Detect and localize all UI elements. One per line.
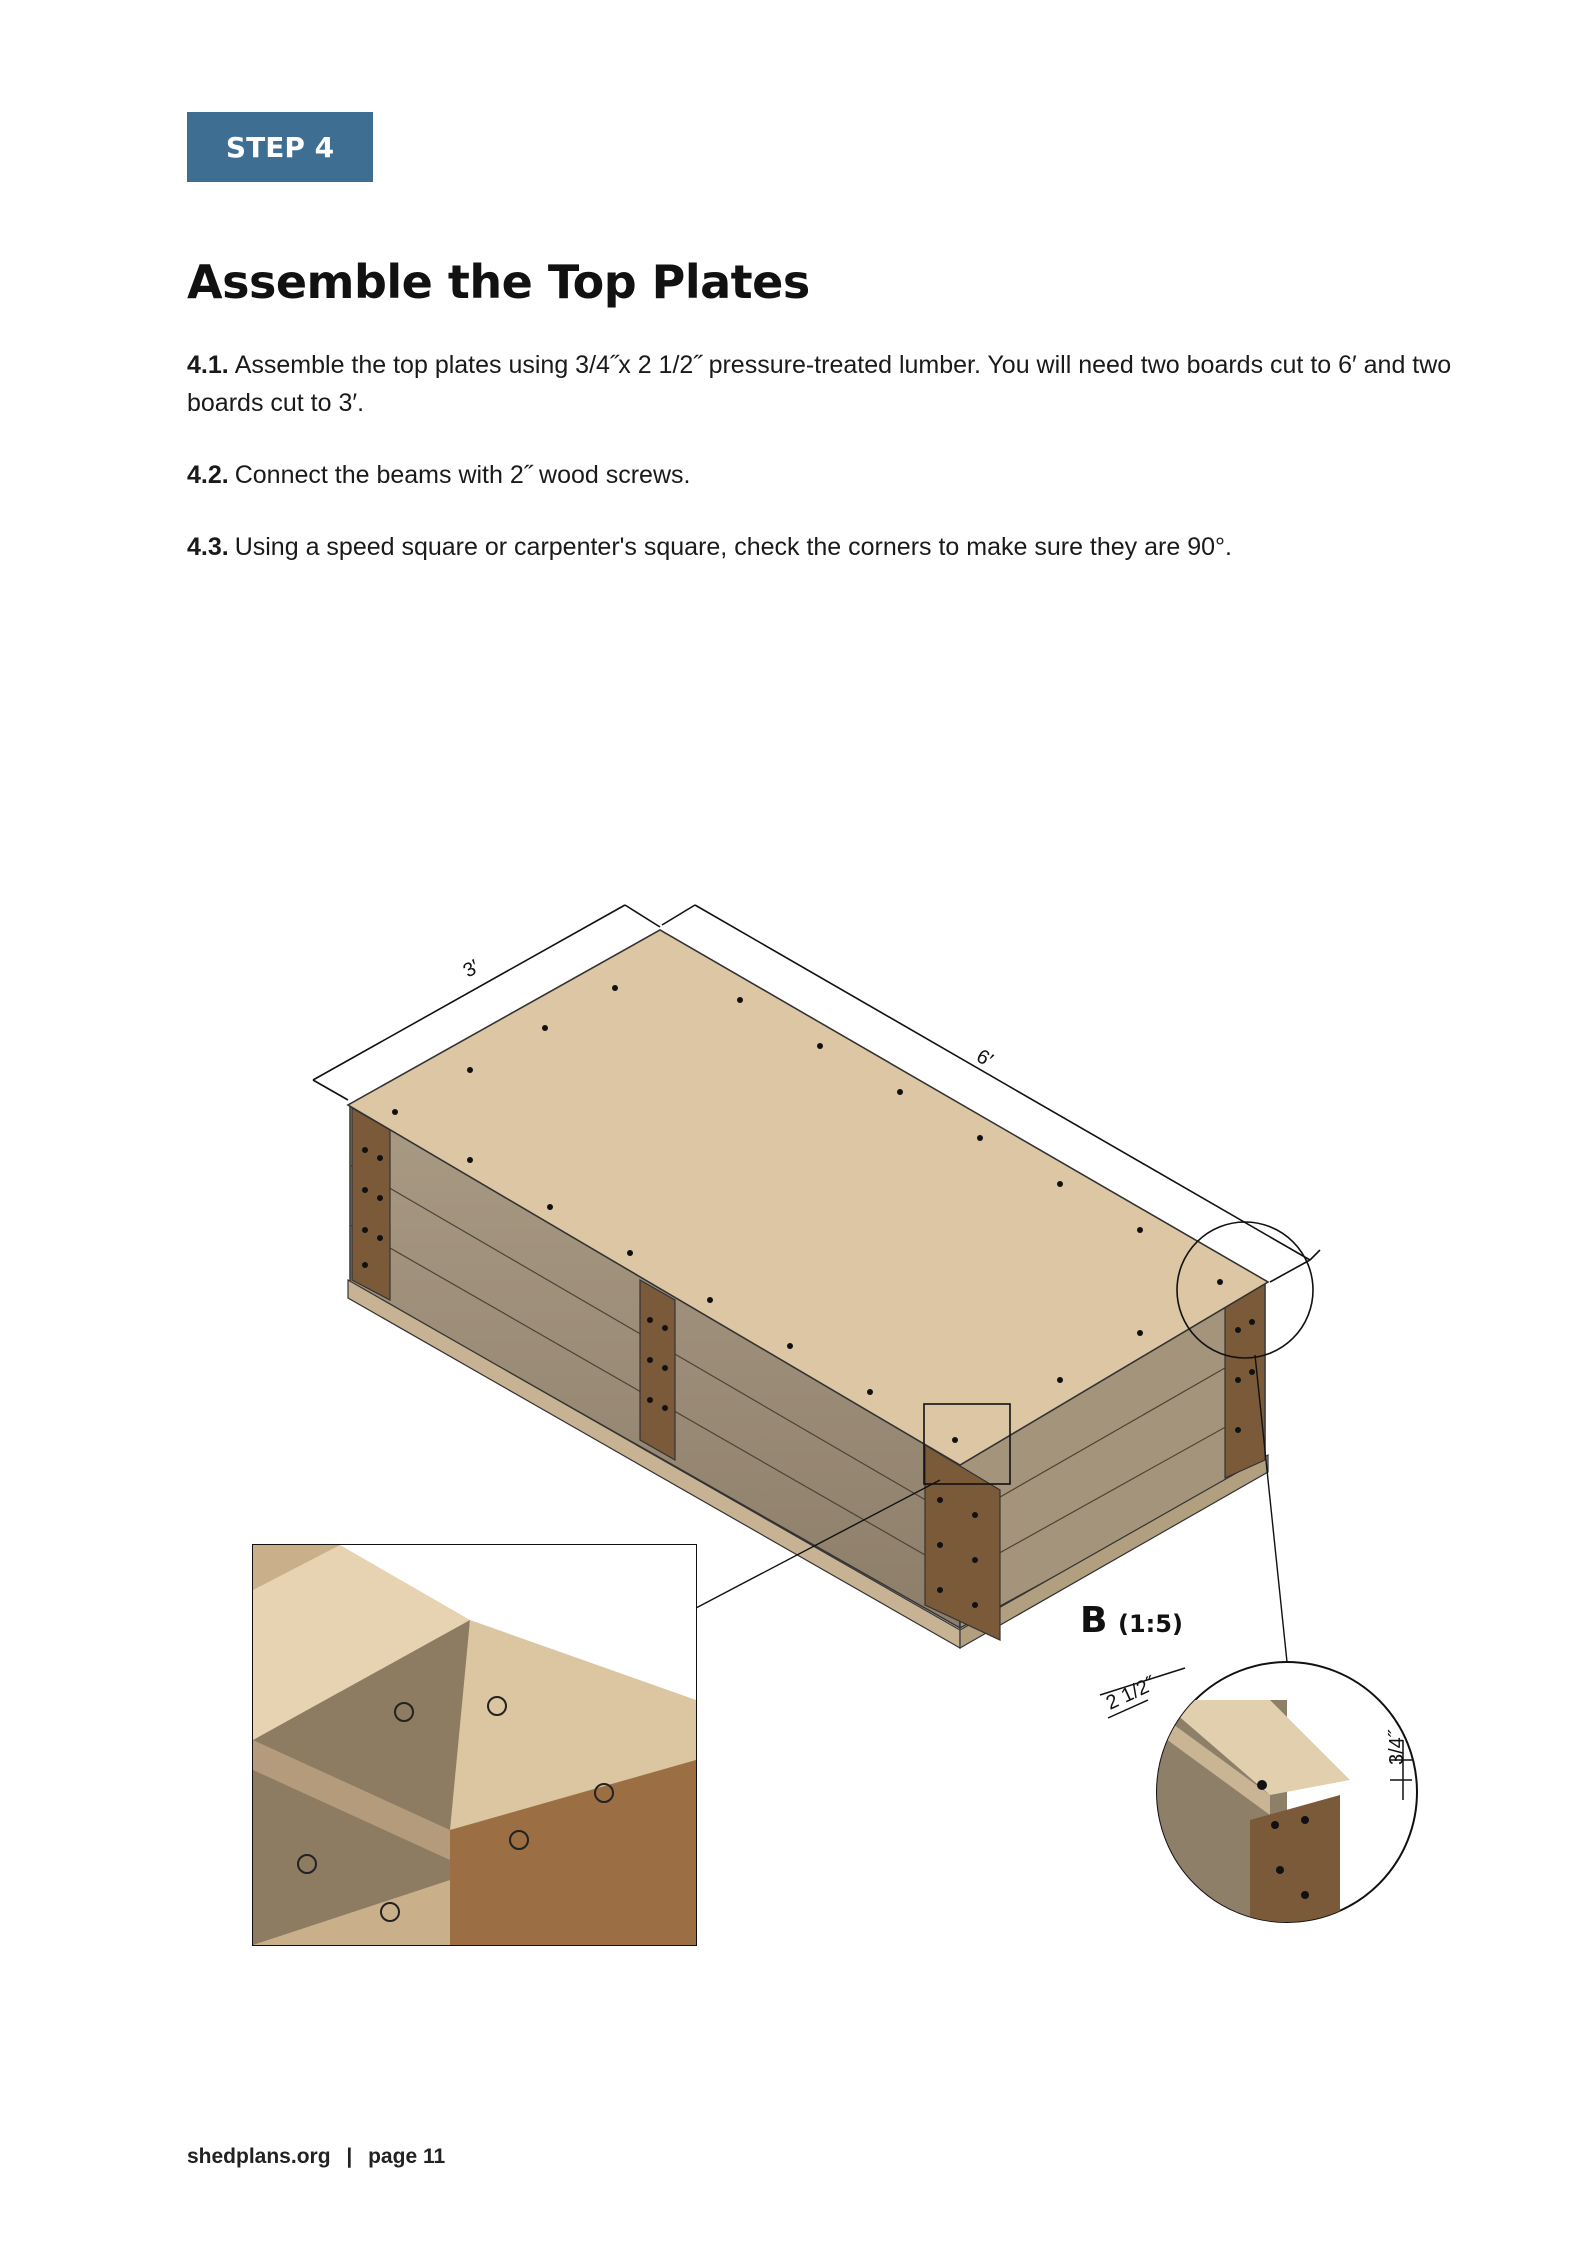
page-title: Assemble the Top Plates (187, 255, 810, 309)
detail-dim-width: 2 1/2˝ (1102, 1672, 1159, 1715)
detail-b-scale: (1:5) (1118, 1610, 1183, 1638)
detail-dim-thickness: 3/4˝ (1386, 1730, 1408, 1765)
dim-length-label: 6′ (972, 1045, 997, 1072)
middle-post (640, 1280, 675, 1460)
footer-separator: | (346, 2145, 353, 2168)
detail-b-letter: B (1080, 1600, 1108, 1641)
corner-post (352, 1108, 390, 1300)
instruction-text: Assemble the top plates using 3/4˝x 2 1/2˝ pressure-treated lumber. You will need two boards cut to 6′ and two boards cut to 3′. (187, 351, 1452, 417)
step-label: STEP 4 (225, 130, 335, 164)
footer-site: shedplans.org (187, 2145, 331, 2168)
page-footer (187, 2145, 445, 2169)
instruction-number: 4.3. (187, 533, 229, 561)
instruction-number: 4.2. (187, 461, 229, 489)
instruction-text: Using a speed square or carpenter's square, check the corners to make sure they are 90°. (234, 533, 1232, 561)
corner-post (1225, 1282, 1265, 1478)
instruction-text: Connect the beams with 2˝ wood screws. (234, 461, 691, 489)
dim-width-label: 3′ (459, 955, 484, 983)
footer-page: page 11 (368, 2145, 446, 2168)
instruction-number: 4.1. (187, 351, 229, 379)
